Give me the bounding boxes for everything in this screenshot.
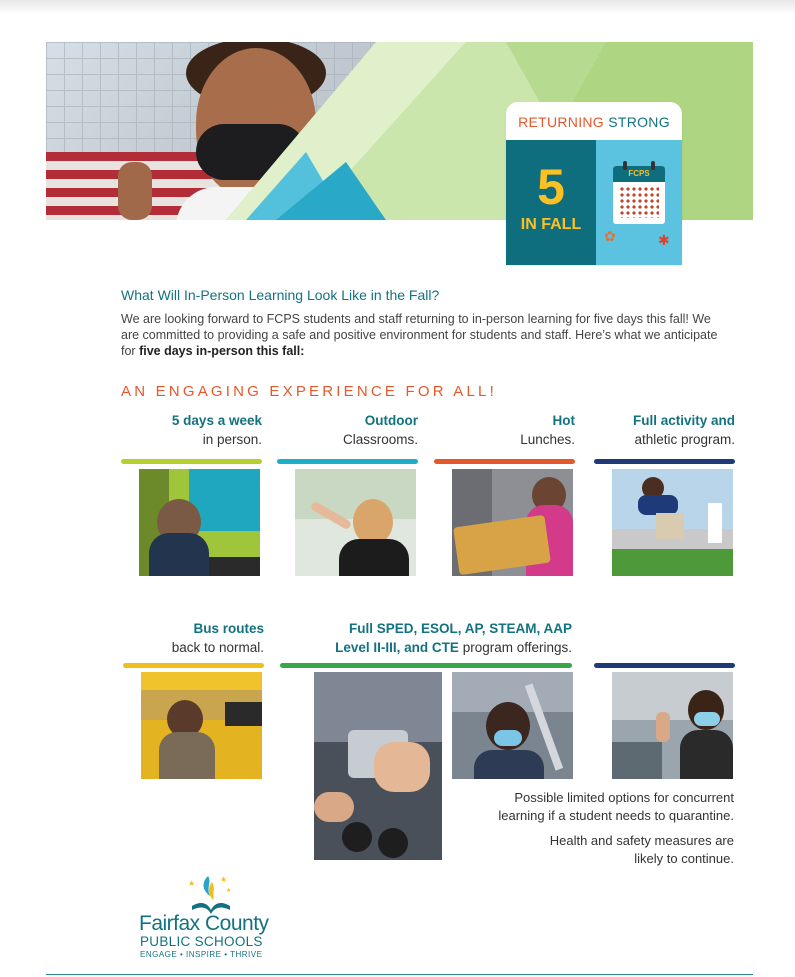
page-heading: What Will In-Person Learning Look Like in the Fall? — [121, 287, 440, 303]
badge-word-strong: STRONG — [608, 114, 670, 130]
section-title: AN ENGAGING EXPERIENCE FOR ALL! — [121, 383, 497, 400]
badge-number: 5 — [537, 159, 565, 215]
badge-caption: IN FALL — [520, 216, 582, 233]
feature-title-programs-line2: Level II-III, and CTE — [335, 640, 459, 655]
top-shade — [0, 0, 795, 14]
logo-line1: Fairfax County — [139, 912, 269, 935]
photo-robotics — [314, 672, 442, 860]
logo-tagline: ENGAGE • INSPIRE • THRIVE — [140, 950, 263, 959]
feature-sub-days: in person. — [202, 432, 262, 447]
note-health-line1: Health and safety measures are — [549, 833, 734, 848]
photo-student-wave — [612, 672, 733, 779]
calendar-label: FCPS — [613, 166, 665, 182]
note-concurrent-line1: Possible limited options for concurrent — [514, 790, 734, 805]
feature-bar-activity — [594, 459, 735, 464]
feature-sub-programs: Level II-III, and CTE program offerings. — [335, 640, 572, 655]
feature-title-hot: Hot — [552, 413, 575, 428]
photo-student-lab — [452, 672, 573, 779]
feature-title-days: 5 days a week — [171, 413, 262, 428]
photo-athletics — [612, 469, 733, 576]
badge-number-panel — [506, 140, 596, 265]
intro-bold: five days in-person this fall: — [139, 344, 305, 358]
badge-calendar-panel — [596, 140, 682, 265]
note-health-line2: likely to continue. — [634, 851, 734, 866]
calendar-icon — [613, 166, 665, 224]
feature-bar-concurrent — [594, 663, 735, 668]
note-concurrent-line2: learning if a student needs to quarantine. — [498, 808, 734, 823]
svg-text:★: ★ — [226, 887, 232, 894]
feature-bar-outdoor — [277, 459, 418, 464]
bottom-divider — [46, 974, 753, 975]
feature-title-bus: Bus routes — [193, 621, 264, 636]
feature-bar-programs — [280, 663, 572, 668]
intro-paragraph: We are looking forward to FCPS students and staff returning to in-person learning for five days this fall! We are committed to providing a safe and positive environment for students and staff. Here’s what we anticipate for five days in-person this fall: — [121, 312, 718, 358]
photo-teacher-classroom — [139, 469, 260, 576]
feature-bar-hot — [434, 459, 575, 464]
returning-strong-badge — [506, 102, 682, 265]
feature-sub-bus: back to normal. — [171, 640, 264, 655]
maple-leaf-icon: ✱ — [658, 232, 670, 248]
feature-sub-activity: athletic program. — [634, 432, 735, 447]
feature-title-outdoor: Outdoor — [364, 413, 418, 428]
photo-hot-lunch — [452, 469, 573, 576]
svg-text:★: ★ — [188, 879, 196, 888]
feature-bar-bus — [123, 663, 264, 668]
svg-text:★: ★ — [220, 875, 228, 884]
photo-school-bus — [141, 672, 262, 779]
feature-sub-hot: Lunches. — [520, 432, 575, 447]
photo-outdoor-teacher — [295, 469, 416, 576]
badge-title — [506, 114, 682, 130]
feature-title-programs: Full SPED, ESOL, AP, STEAM, AAP — [348, 621, 572, 636]
feature-sub-outdoor: Classrooms. — [342, 432, 418, 447]
logo-line2: PUBLIC SCHOOLS — [140, 934, 263, 949]
feature-bar-days — [121, 459, 262, 464]
leaf-icon: ✿ — [604, 228, 616, 244]
feature-title-activity: Full activity and — [632, 413, 735, 428]
badge-word-returning: RETURNING — [518, 114, 604, 130]
